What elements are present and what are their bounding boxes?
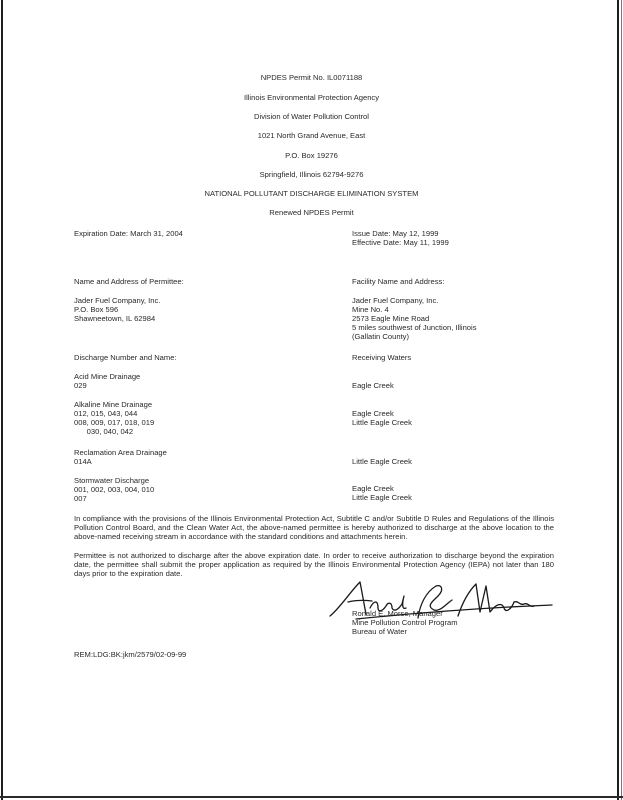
reference-code: REM:LDG:BK:jkm/2579/02-09-99 — [74, 650, 187, 659]
permittee-address — [74, 296, 160, 323]
permit-number: NPDES Permit No. IL0071188 — [260, 73, 363, 82]
facility-line: Jader Fuel Company, Inc. — [352, 296, 439, 305]
receiving-group-alkaline — [352, 409, 412, 427]
discharge-line: 001, 002, 003, 004, 010 — [74, 485, 155, 494]
compliance-paragraph: In compliance with the provisions of the Illinois Environmental Protection Act, Subtitle C and/or Subtitle D Rules and Regulations of the Illinois Pollution Control Board, and the Clean Water Act, the above-named permittee is hereby authorized to discharge at the above location to the above-named receiving stream in accordance with the standard conditions and attachments herein. — [74, 514, 554, 541]
receiving-group-stormwater — [352, 484, 412, 502]
scan-edge-bottom — [0, 796, 623, 798]
system-title: NATIONAL POLLUTANT DISCHARGE ELIMINATION SYSTEM — [204, 189, 419, 198]
discharge-group-reclamation — [74, 448, 167, 466]
receiving-group-acid — [352, 381, 394, 390]
discharge-line: 014A — [74, 457, 92, 466]
discharge-group-acid — [74, 372, 140, 390]
receiving-water: Little Eagle Creek — [352, 457, 412, 466]
discharge-line: 008, 009, 017, 018, 019 — [74, 418, 155, 427]
discharge-line: 012, 015, 043, 044 — [74, 409, 138, 418]
signatory-block — [352, 609, 458, 636]
expiration-paragraph: Permittee is not authorized to discharge after the above expiration date. In order to receive authorization to discharge beyond the expiration date, the permittee shall submit the proper application as required by the Illinois Environmental Protection Agency (IEPA) not later than 180 days prior to the expiration date. — [74, 551, 554, 578]
permittee-heading: Name and Address of Permittee: — [74, 277, 184, 286]
facility-line: Mine No. 4 — [352, 305, 389, 314]
signatory-line: Ronald E. Morse, Manager — [352, 609, 443, 618]
facility-line: (Gallatin County) — [352, 332, 409, 341]
discharge-line: Acid Mine Drainage — [74, 372, 141, 381]
facility-line: 5 miles southwest of Junction, Illinois — [352, 323, 477, 332]
facility-heading: Facility Name and Address: — [352, 277, 445, 286]
discharge-group-alkaline — [74, 400, 154, 436]
discharge-heading: Discharge Number and Name: — [74, 353, 177, 362]
permittee-line: Jader Fuel Company, Inc. — [74, 296, 161, 305]
discharge-line: 030, 040, 042 — [74, 427, 134, 436]
receiving-water: Eagle Creek — [352, 484, 394, 493]
po-box: P.O. Box 19276 — [285, 151, 338, 160]
receiving-waters-heading: Receiving Waters — [352, 353, 412, 362]
discharge-group-stormwater — [74, 476, 154, 503]
permittee-line: Shawneetown, IL 62984 — [74, 314, 156, 323]
discharge-line: Reclamation Area Drainage — [74, 448, 167, 457]
receiving-water: Eagle Creek — [352, 381, 394, 390]
receiving-water: Eagle Creek — [352, 409, 394, 418]
discharge-line: Stormwater Discharge — [74, 476, 150, 485]
effective-date: Effective Date: May 11, 1999 — [352, 238, 449, 247]
discharge-line: 029 — [74, 381, 87, 390]
receiving-water: Little Eagle Creek — [352, 418, 412, 427]
city-state-zip: Springfield, Illinois 62794-9276 — [259, 170, 364, 179]
issue-date: Issue Date: May 12, 1999 — [352, 229, 439, 238]
signatory-line: Bureau of Water — [352, 627, 408, 636]
division-name: Division of Water Pollution Control — [254, 112, 369, 121]
permittee-line: P.O. Box 596 — [74, 305, 119, 314]
agency-name: Illinois Environmental Protection Agency — [243, 93, 380, 102]
street-address: 1021 North Grand Avenue, East — [257, 131, 366, 140]
receiving-water: Little Eagle Creek — [352, 493, 412, 502]
discharge-line: Alkaline Mine Drainage — [74, 400, 153, 409]
signatory-line: Mine Pollution Control Program — [352, 618, 458, 627]
renewed-permit-title: Renewed NPDES Permit — [269, 208, 354, 217]
facility-address — [352, 296, 477, 341]
expiration-date: Expiration Date: March 31, 2004 — [74, 229, 183, 238]
discharge-line: 007 — [74, 494, 87, 503]
receiving-group-reclamation — [352, 457, 412, 466]
facility-line: 2573 Eagle Mine Road — [352, 314, 430, 323]
